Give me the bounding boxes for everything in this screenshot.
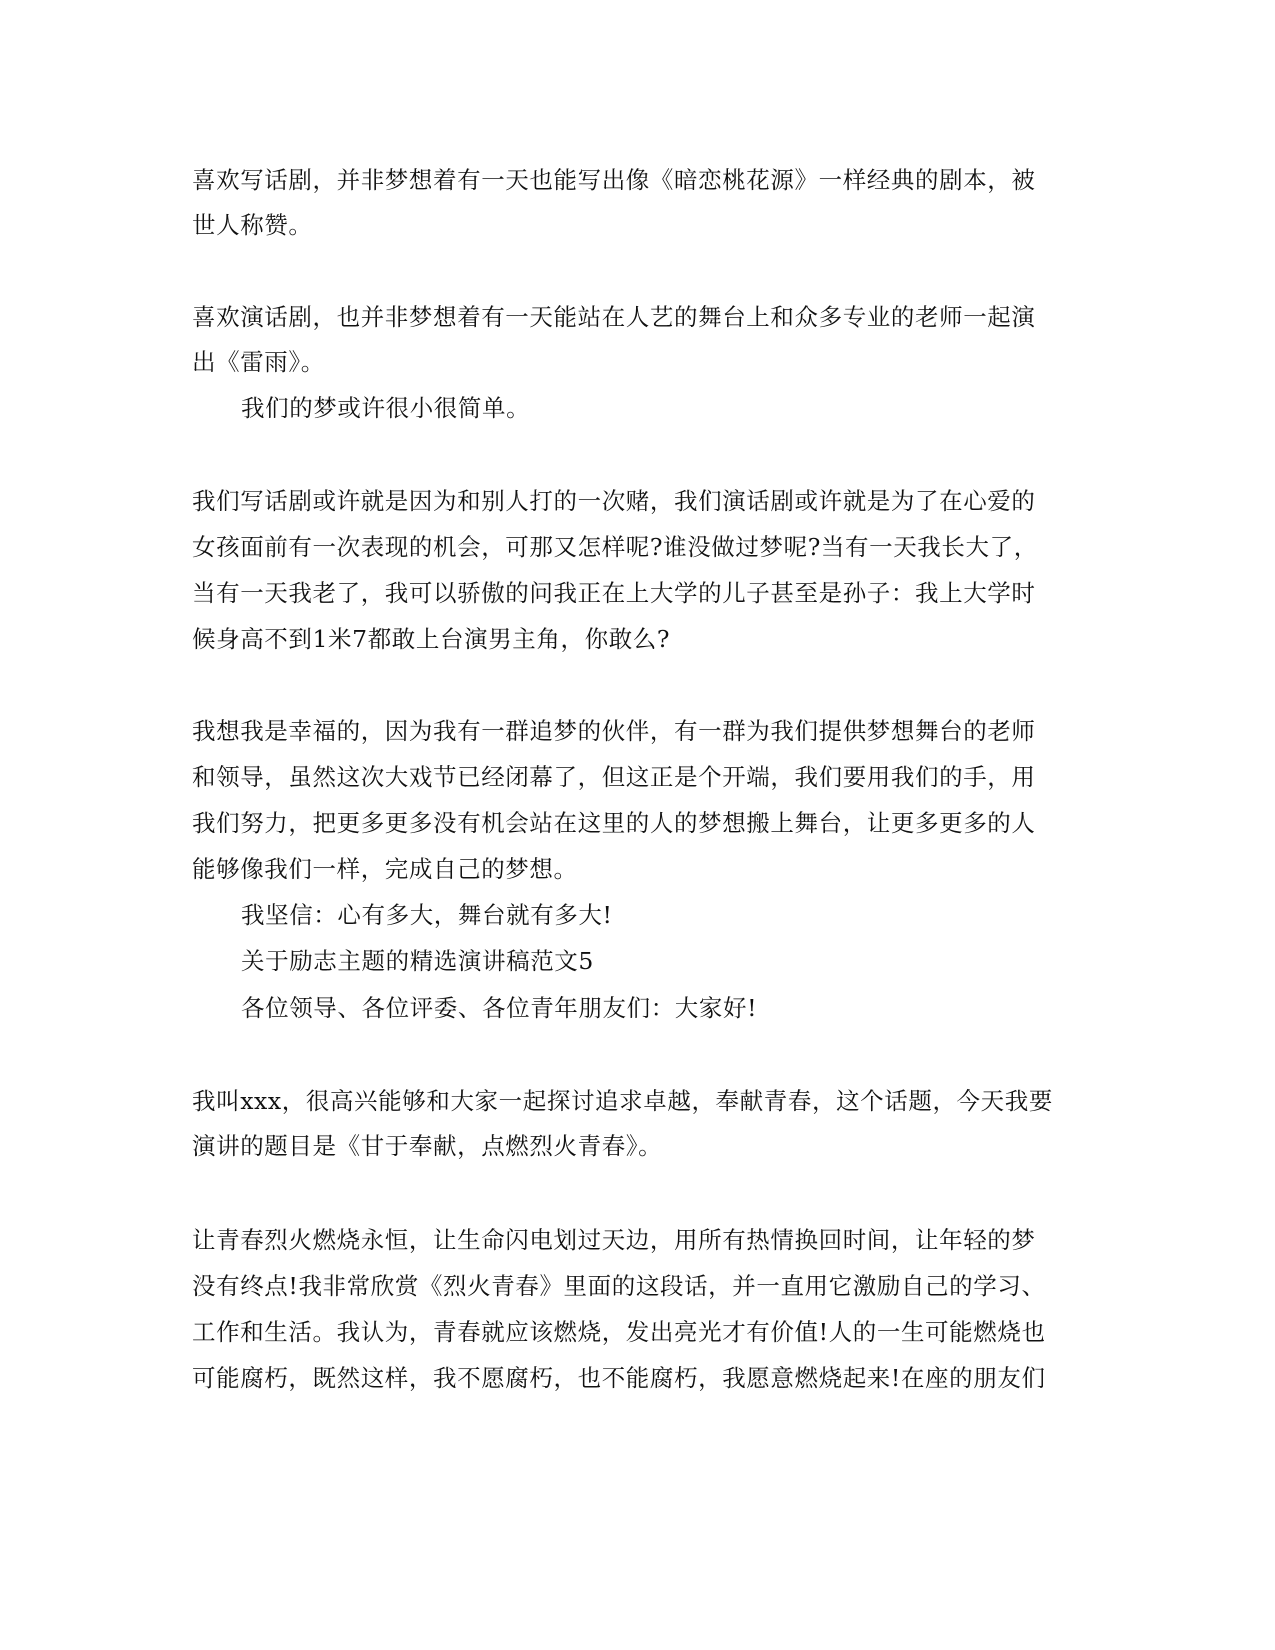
text-line: 工作和生活。我认为，青春就应该燃烧，发出亮光才有价值!人的一生可能燃烧也 xyxy=(192,1318,1046,1346)
text-line: 喜欢演话剧，也并非梦想着有一天能站在人艺的舞台上和众多专业的老师一起演 xyxy=(192,303,1036,331)
text-line: 各位领导、各位评委、各位青年朋友们：大家好! xyxy=(241,994,758,1022)
text-line: 演讲的题目是《甘于奉献，点燃烈火青春》。 xyxy=(192,1132,663,1160)
text-line: 我叫xxx，很高兴能够和大家一起探讨追求卓越，奉献青春，这个话题，今天我要 xyxy=(192,1087,1053,1115)
text-line: 和领导，虽然这次大戏节已经闭幕了，但这正是个开端，我们要用我们的手，用 xyxy=(192,763,1036,791)
text-line: 我们写话剧或许就是因为和别人打的一次赌，我们演话剧或许就是为了在心爱的 xyxy=(192,487,1036,515)
text-line: 可能腐朽，既然这样，我不愿腐朽，也不能腐朽，我愿意燃烧起来!在座的朋友们 xyxy=(192,1364,1046,1392)
text-line: 能够像我们一样，完成自己的梦想。 xyxy=(192,855,578,883)
text-line: 出《雷雨》。 xyxy=(192,348,325,376)
text-line: 我们的梦或许很小很简单。 xyxy=(241,394,531,422)
text-line: 让青春烈火燃烧永恒，让生命闪电划过天边，用所有热情换回时间，让年轻的梦 xyxy=(192,1226,1036,1254)
section-heading: 关于励志主题的精选演讲稿范文5 xyxy=(241,947,594,975)
text-line: 没有终点!我非常欣赏《烈火青春》里面的这段话，并一直用它激励自己的学习、 xyxy=(192,1272,1046,1300)
text-line: 当有一天我老了，我可以骄傲的问我正在上大学的儿子甚至是孙子：我上大学时 xyxy=(192,579,1036,607)
text-line: 世人称赞。 xyxy=(192,211,313,239)
text-line: 候身高不到1米7都敢上台演男主角，你敢么? xyxy=(192,625,671,653)
text-line: 我想我是幸福的，因为我有一群追梦的伙伴，有一群为我们提供梦想舞台的老师 xyxy=(192,717,1036,745)
text-line: 喜欢写话剧，并非梦想着有一天也能写出像《暗恋桃花源》一样经典的剧本，被 xyxy=(192,166,1036,194)
text-line: 我们努力，把更多更多没有机会站在这里的人的梦想搬上舞台，让更多更多的人 xyxy=(192,809,1036,837)
text-line: 我坚信：心有多大，舞台就有多大! xyxy=(241,901,613,929)
text-line: 女孩面前有一次表现的机会，可那又怎样呢?谁没做过梦呢?当有一天我长大了， xyxy=(192,533,1038,561)
